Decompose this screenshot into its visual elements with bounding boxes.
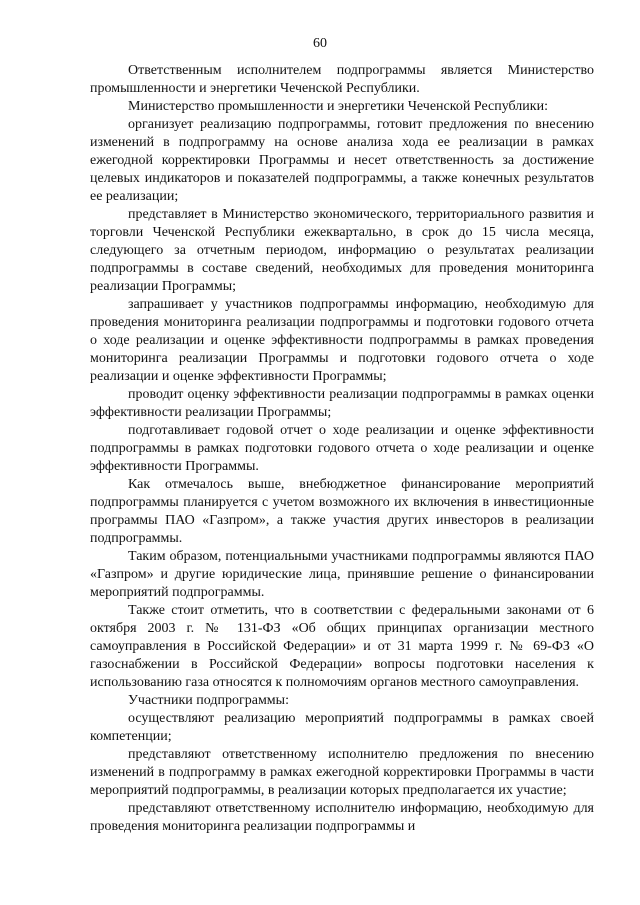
paragraph: проводит оценку эффективности реализации подпрограммы в рамках оценки эффективности реализации Программы; [90, 387, 594, 420]
paragraph: Как отмечалось выше, внебюджетное финансирование мероприятий подпрограммы планируется с учетом возможного их включения в инвестиционные программы ПАО «Газпром», а также участия других инвесторов в реализации подпрограммы. [90, 477, 594, 546]
paragraph: запрашивает у участников подпрограммы информацию, необходимую для проведения мониторинга реализации подпрограммы и подготовки годового отчета о ходе реализации и оценке эффективности подпрограммы в рамках проведения мониторинга реализации Программы и подготовки годового отчета о ходе реализации и оценке эффективности Программы; [90, 297, 594, 384]
paragraph: подготавливает годовой отчет о ходе реализации и оценке эффективности подпрограммы в рамках подготовки годового отчета о ходе реализации и оценке эффективности Программы. [90, 423, 594, 474]
paragraph: представляют ответственному исполнителю предложения по внесению изменений в подпрограмму в рамках ежегодной корректировки Программы в части мероприятий подпрограммы, в реализации которых предполагается их участие; [90, 747, 594, 798]
page-number: 60 [313, 36, 327, 51]
paragraph: представляет в Министерство экономического, территориального развития и торговли Чеченской Республики ежеквартально, в срок до 15 числа месяца, следующего за отчетным периодом, информацию о результатах реализации подпрограммы в составе сведений, необходимых для проведения мониторинга реализации Программы; [90, 207, 594, 294]
body-text [90, 62, 594, 836]
paragraph: организует реализацию подпрограммы, готовит предложения по внесению изменений в подпрограмму на основе анализа хода ее реализации в рамках ежегодной корректировки Программы и несет ответственность за достижение целевых индикаторов и показателей подпрограммы, а также конечных результатов ее реализации; [90, 117, 594, 204]
paragraph: Министерство промышленности и энергетики Чеченской Республики: [128, 99, 548, 114]
paragraph: осуществляют реализацию мероприятий подпрограммы в рамках своей компетенции; [90, 711, 594, 744]
paragraph: Ответственным исполнителем подпрограммы является Министерство промышленности и энергетики Чеченской Республики. [90, 63, 594, 96]
paragraph: Также стоит отметить, что в соответствии с федеральными законами от 6 октября 2003 г. № 131-ФЗ «Об общих принципах организации местного самоуправления в Российской Федерации» и от 31 марта 1999 г. № 69-ФЗ «О газоснабжении в Российской Федерации» вопросы подготовки населения к использованию газа относятся к полномочиям органов местного самоуправления. [90, 603, 594, 690]
paragraph: представляют ответственному исполнителю информацию, необходимую для проведения мониторинга реализации подпрограммы и [90, 801, 594, 834]
paragraph: Таким образом, потенциальными участниками подпрограммы являются ПАО «Газпром» и другие юридические лица, принявшие решение о финансировании мероприятий подпрограммы. [90, 549, 594, 600]
paragraph: Участники подпрограммы: [128, 693, 289, 708]
